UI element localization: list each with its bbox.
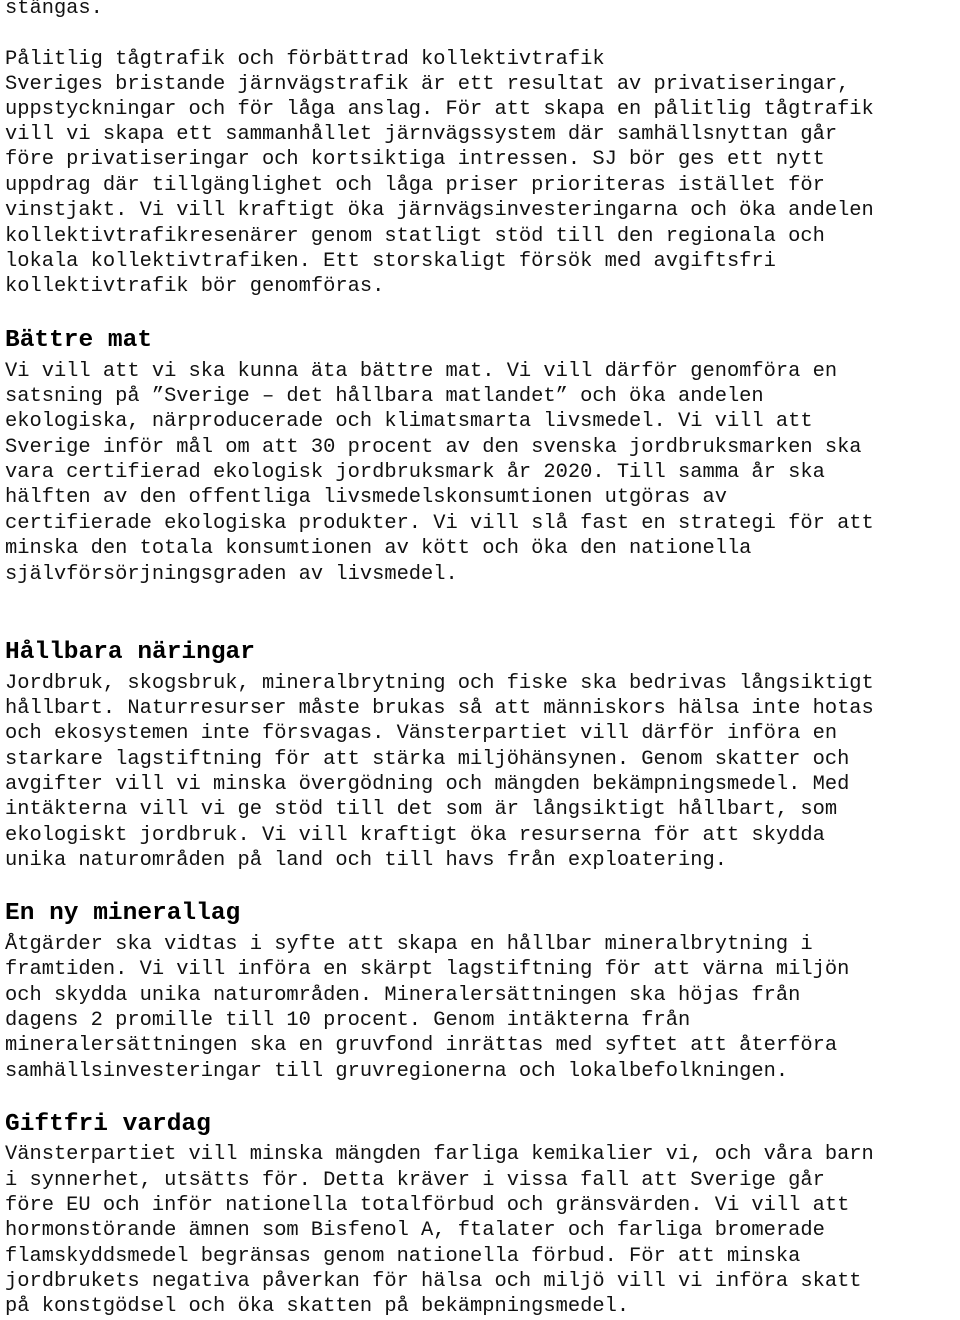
- section-heading-trafik: Pålitlig tågtrafik och förbättrad kollektivtrafik: [5, 48, 605, 71]
- text-line: avgifter vill vi minska övergödning och mängden bekämpningsmedel. Med: [5, 773, 850, 796]
- text-line: certifierade ekologiska produkter. Vi vill slå fast en strategi för att: [5, 512, 874, 535]
- text-line: före EU och inför nationella totalförbud och gränsvärden. Vi vill att: [5, 1194, 850, 1217]
- text-line: stängas.: [5, 0, 103, 20]
- text-line: och skydda unika naturområden. Mineralersättningen ska höjas från: [5, 984, 801, 1007]
- text-line: samhällsinvesteringar till gruvregionerna och lokalbefolkningen.: [5, 1060, 789, 1083]
- text-line: och ekosystemen inte försvagas. Vänsterpartiet vill därför införa en: [5, 722, 838, 745]
- text-line: framtiden. Vi vill införa en skärpt lagstiftning för att värna miljön: [5, 958, 850, 981]
- heading-battre-mat: Bättre mat: [5, 327, 153, 354]
- text-line: Sveriges bristande järnvägstrafik är ett resultat av privatiseringar,: [5, 73, 850, 96]
- text-line: jordbrukets negativa påverkan för hälsa och miljö vill vi införa skatt: [5, 1270, 862, 1293]
- text-line: ekologiskt jordbruk. Vi vill kraftigt öka resurserna för att skydda: [5, 824, 825, 847]
- text-line: mineralersättningen ska en gruvfond inrättas med syftet att återföra: [5, 1034, 838, 1057]
- text-line: Åtgärder ska vidtas i syfte att skapa en hållbar mineralbrytning i: [5, 933, 813, 956]
- text-line: dagens 2 promille till 10 procent. Genom intäkterna från: [5, 1009, 691, 1032]
- heading-hallbara-naringar: Hållbara näringar: [5, 639, 255, 666]
- text-line: kollektivtrafikresenärer genom statligt stöd till den regionala och: [5, 225, 825, 248]
- text-line: hormonstörande ämnen som Bisfenol A, ftalater och farliga bromerade: [5, 1219, 825, 1242]
- text-line: Vänsterpartiet vill minska mängden farliga kemikalier vi, och våra barn: [5, 1143, 874, 1166]
- text-line: hållbart. Naturresurser måste brukas så att människors hälsa inte hotas: [5, 697, 874, 720]
- text-line: unika naturområden på land och till havs från exploatering.: [5, 849, 727, 872]
- text-line: uppdrag där tillgänglighet och låga priser prioriteras istället för: [5, 174, 825, 197]
- text-line: självförsörjningsgraden av livsmedel.: [5, 563, 458, 586]
- text-line: kollektivtrafik bör genomföras.: [5, 275, 385, 298]
- heading-en-ny-minerallag: En ny minerallag: [5, 900, 241, 927]
- text-line: satsning på ”Sverige – det hållbara matlandet” och öka andelen: [5, 385, 764, 408]
- text-line: i synnerhet, utsätts för. Detta kräver i vissa fall att Sverige går: [5, 1169, 825, 1192]
- text-line: intäkterna vill vi ge stöd till det som är långsiktigt hållbart, som: [5, 798, 838, 821]
- text-line: vill vi skapa ett sammanhållet järnvägssystem där samhällsnyttan går: [5, 123, 838, 146]
- text-line: vara certifierad ekologisk jordbruksmark år 2020. Till samma år ska: [5, 461, 825, 484]
- text-line: vinstjakt. Vi vill kraftigt öka järnvägsinvesteringarna och öka andelen: [5, 199, 874, 222]
- text-line: före privatiseringar och kortsiktiga intressen. SJ bör ges ett nytt: [5, 148, 825, 171]
- text-line: minska den totala konsumtionen av kött och öka den nationella: [5, 537, 752, 560]
- text-line: lokala kollektivtrafiken. Ett storskaligt försök med avgiftsfri: [5, 250, 776, 273]
- heading-giftfri-vardag: Giftfri vardag: [5, 1111, 211, 1138]
- text-line: på konstgödsel och öka skatten på bekämpningsmedel.: [5, 1295, 630, 1318]
- text-line: starkare lagstiftning för att stärka miljöhänsynen. Genom skatter och: [5, 748, 850, 771]
- text-line: ekologiska, närproducerade och klimatsmarta livsmedel. Vi vill att: [5, 410, 813, 433]
- text-line: Sverige inför mål om att 30 procent av den svenska jordbruksmarken ska: [5, 436, 862, 459]
- text-line: flamskyddsmedel begränsas genom nationella förbud. För att minska: [5, 1245, 801, 1268]
- text-line: uppstyckningar och för låga anslag. För att skapa en pålitlig tågtrafik: [5, 98, 874, 121]
- text-line: Vi vill att vi ska kunna äta bättre mat. Vi vill därför genomföra en: [5, 360, 838, 383]
- text-line: hälften av den offentliga livsmedelskonsumtionen utgöras av: [5, 486, 727, 509]
- text-line: Jordbruk, skogsbruk, mineralbrytning och fiske ska bedrivas långsiktigt: [5, 672, 874, 695]
